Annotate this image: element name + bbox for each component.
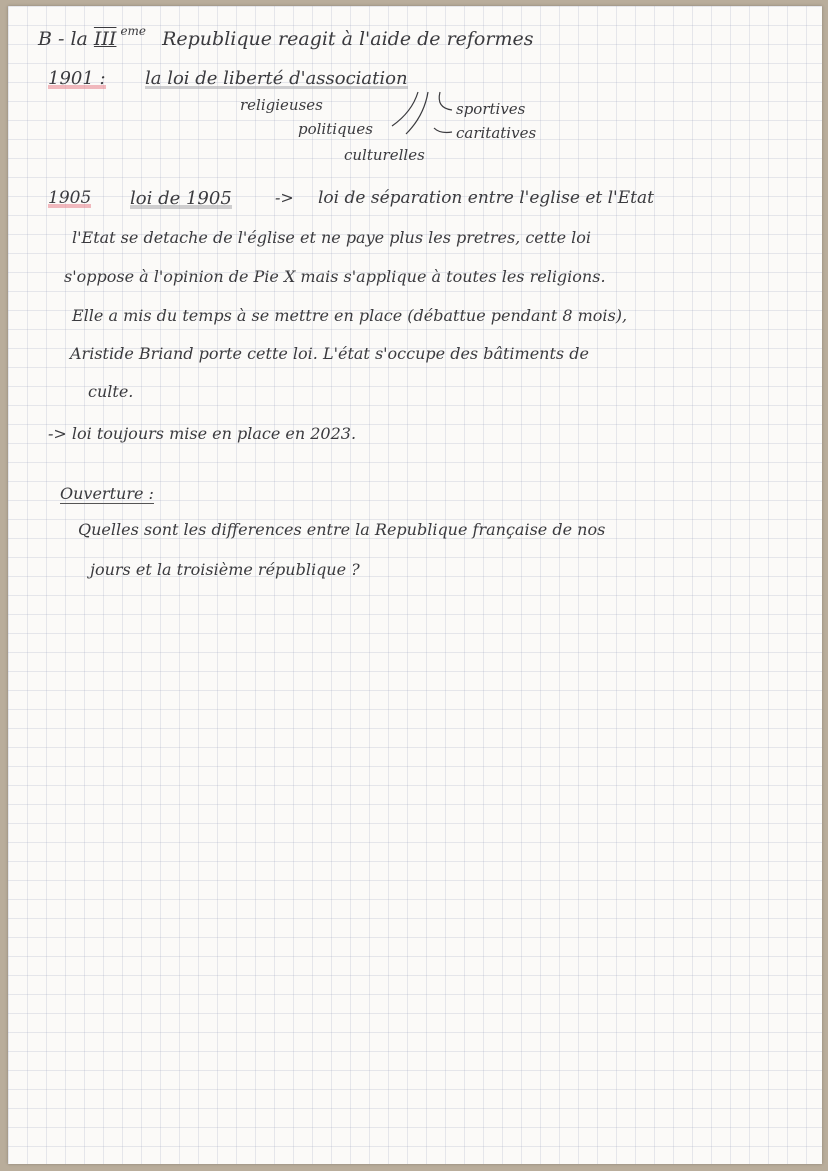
law-1901-title: la loi de liberté d'association [145, 68, 408, 89]
opening-title: Ouverture : [60, 484, 154, 503]
heading-suffix: eme [120, 24, 147, 38]
branch-lines [0, 0, 828, 200]
heading-numeral: III [93, 28, 117, 50]
law-1905-line-1: l'Etat se detache de l'église et ne paye plus les pretres, cette loi [72, 228, 592, 247]
law-1905-desc: loi de séparation entre l'eglise et l'Etat [318, 188, 654, 208]
law-1905-line-2: s'oppose à l'opinion de Pie X mais s'applique à toutes les religions. [64, 267, 606, 286]
year-1901: 1901 : [48, 68, 106, 89]
law-1905-line-5: culte. [88, 382, 134, 401]
law-1905-label: loi de 1905 [130, 188, 232, 209]
assoc-type-politiques: politiques [298, 120, 373, 138]
assoc-type-culturelles: culturelles [344, 146, 425, 164]
opening-line-2: jours et la troisième république ? [90, 560, 360, 579]
law-1905-note: -> loi toujours mise en place en 2023. [48, 424, 357, 443]
assoc-nature-caritatives: caritatives [456, 124, 537, 142]
law-1905-arrow: -> [275, 188, 294, 207]
law-1905-line-3: Elle a mis du temps à se mettre en place (débattue pendant 8 mois), [72, 306, 628, 325]
heading-rest: Republique reagit à l'aide de reformes [162, 28, 534, 50]
opening-line-1: Quelles sont les differences entre la Republique française de nos [78, 520, 606, 539]
year-1905: 1905 [48, 188, 92, 208]
law-1905-line-4: Aristide Briand porte cette loi. L'état s'occupe des bâtiments de [70, 344, 589, 363]
heading-prefix: B - la [38, 28, 88, 50]
assoc-nature-sportives: sportives [456, 100, 526, 118]
assoc-type-religieuses: religieuses [240, 96, 323, 114]
